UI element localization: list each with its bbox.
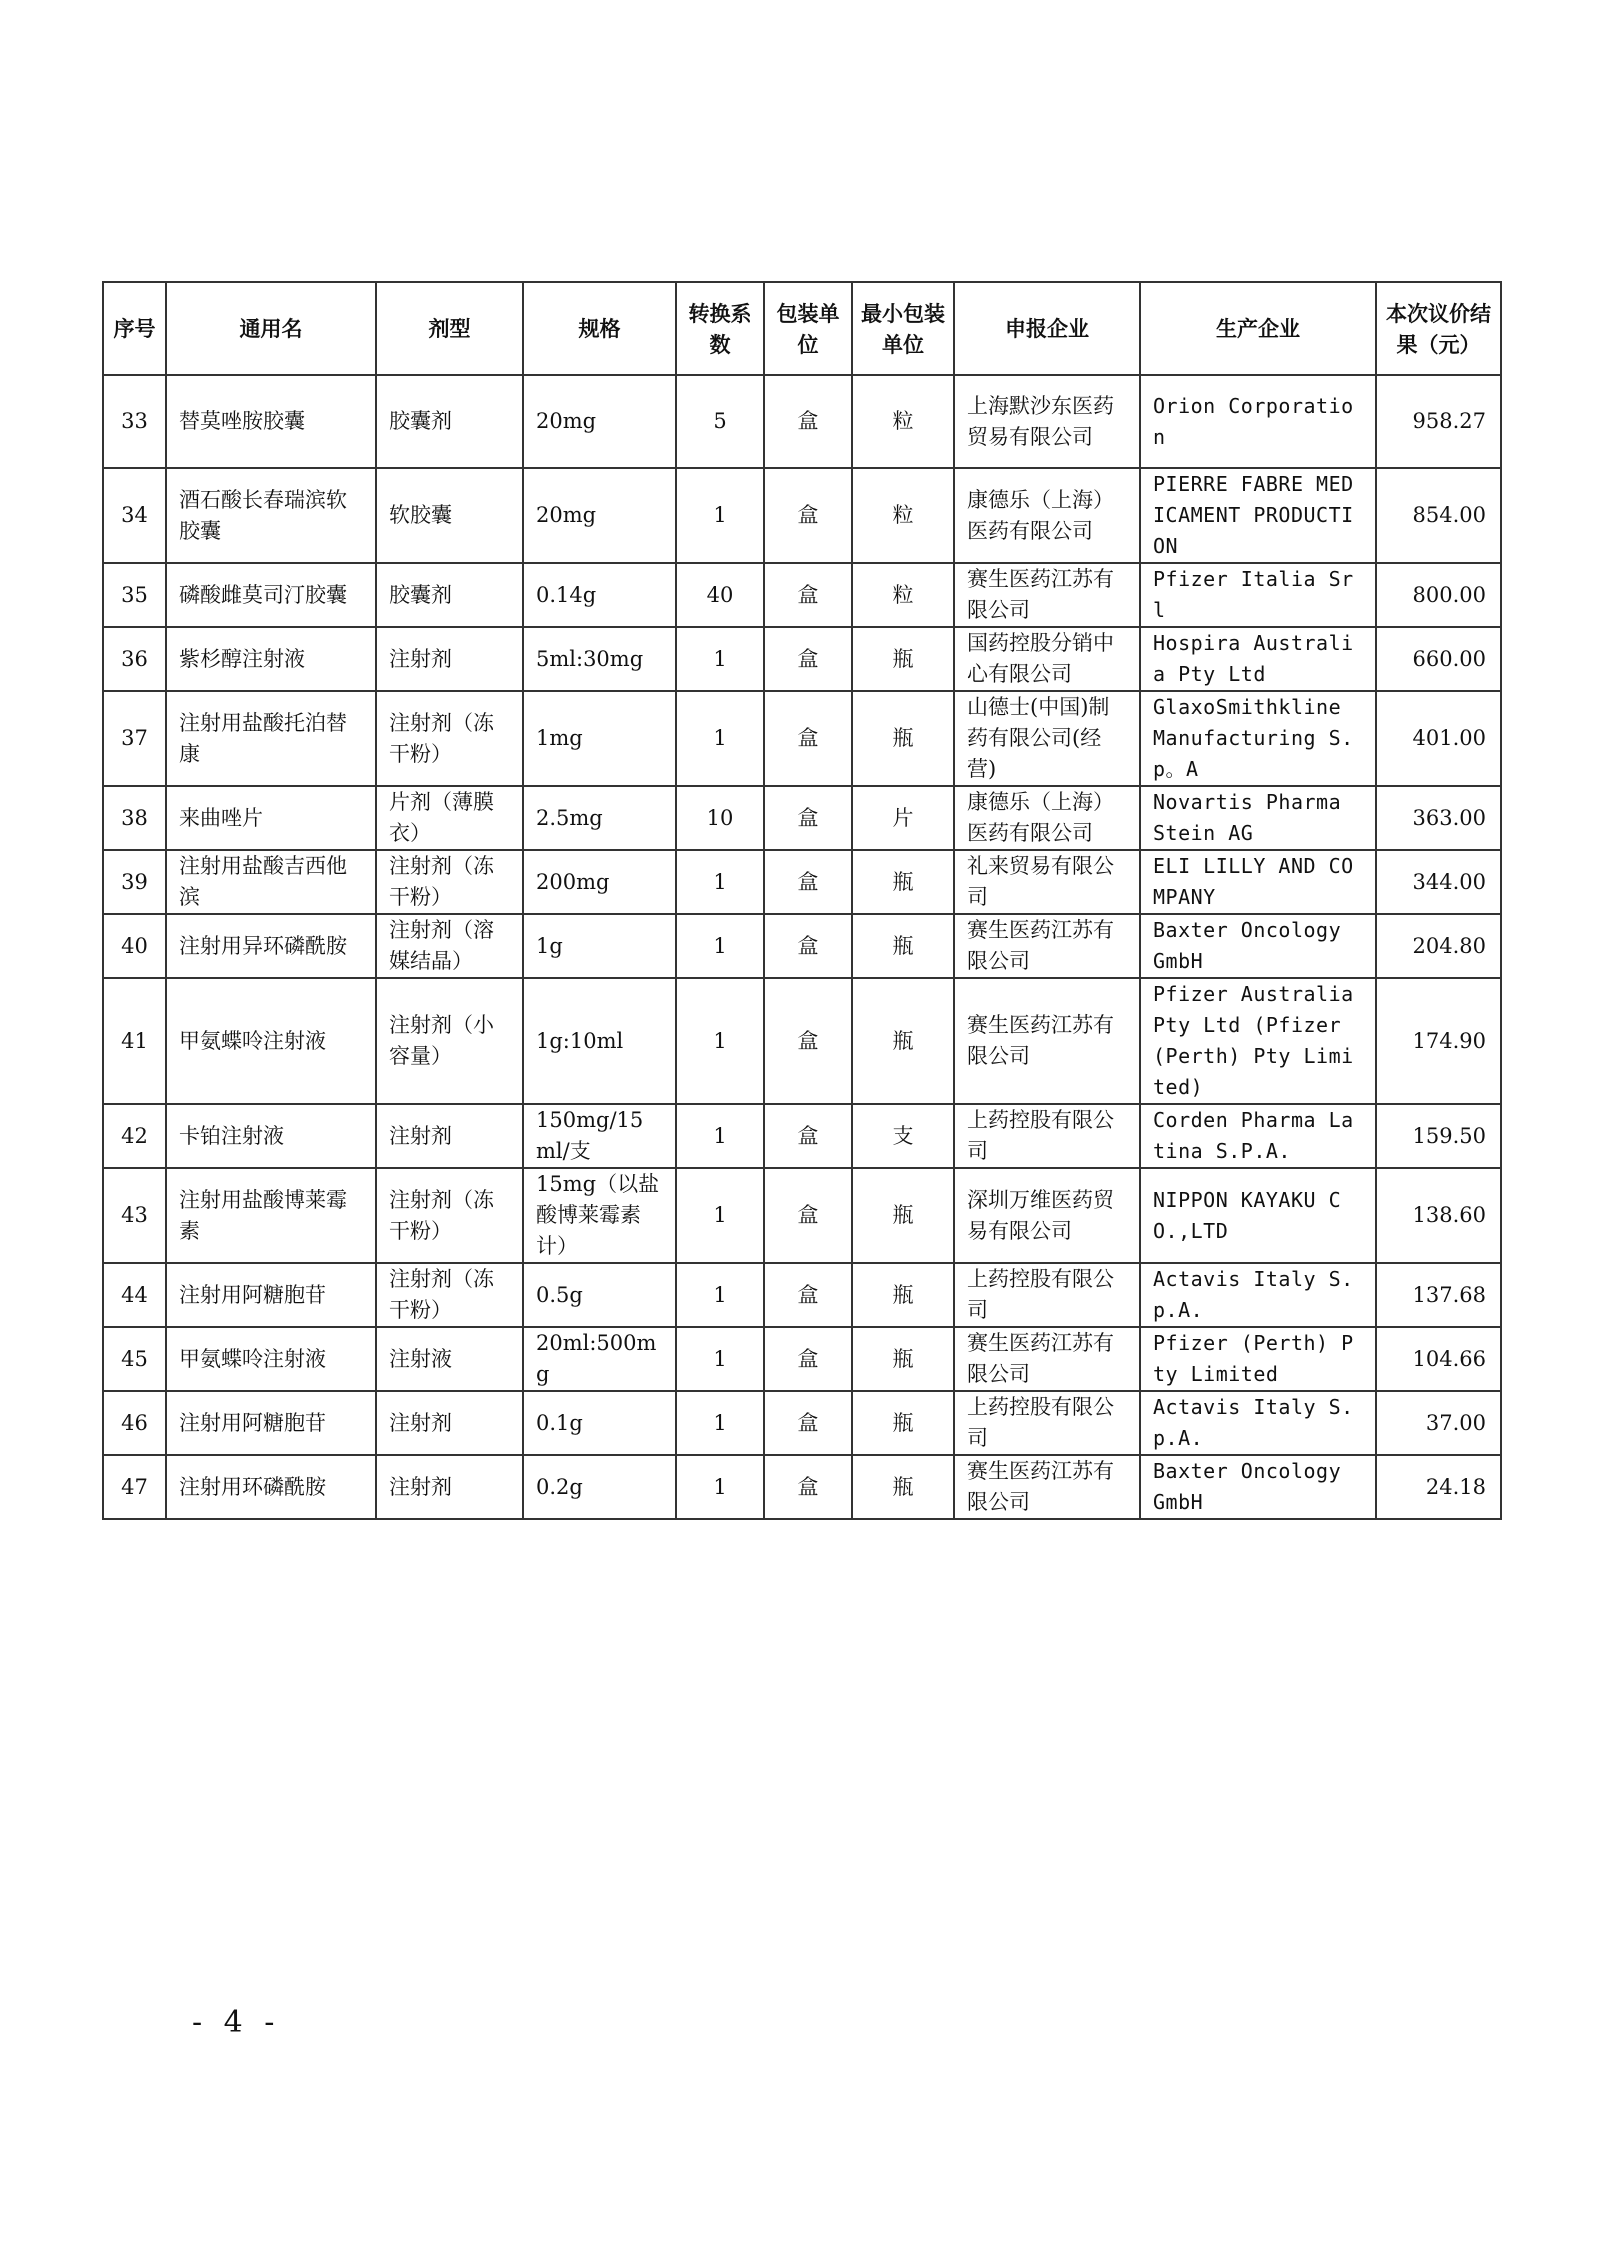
- cell-applicant: 赛生医药江苏有限公司: [954, 1455, 1140, 1519]
- cell-price: 24.18: [1376, 1455, 1501, 1519]
- cell-generic-name: 注射用盐酸托泊替康: [166, 691, 376, 786]
- cell-pack-unit: 盒: [764, 1104, 852, 1168]
- table-header: [103, 282, 1501, 375]
- cell-spec: 15mg（以盐酸博莱霉素计）: [523, 1168, 676, 1263]
- table-row: [103, 1327, 1501, 1391]
- cell-dosage-form: 片剂（薄膜衣）: [376, 786, 523, 850]
- cell-price: 660.00: [1376, 627, 1501, 691]
- cell-min-pack-unit: 瓶: [852, 1391, 954, 1455]
- table-row: [103, 850, 1501, 914]
- cell-dosage-form: 注射剂（小容量）: [376, 978, 523, 1104]
- table-row: [103, 1168, 1501, 1263]
- cell-generic-name: 紫杉醇注射液: [166, 627, 376, 691]
- cell-spec: 150mg/15ml/支: [523, 1104, 676, 1168]
- cell-conversion-factor: 1: [676, 1263, 764, 1327]
- cell-no: 36: [103, 627, 166, 691]
- header-row: [103, 282, 1501, 375]
- cell-generic-name: 替莫唑胺胶囊: [166, 375, 376, 468]
- cell-conversion-factor: 5: [676, 375, 764, 468]
- cell-manufacturer: NIPPON KAYAKU CO.,LTD: [1140, 1168, 1376, 1263]
- cell-min-pack-unit: 粒: [852, 375, 954, 468]
- cell-generic-name: 注射用环磷酰胺: [166, 1455, 376, 1519]
- cell-manufacturer: GlaxoSmithkline Manufacturing S.p。A: [1140, 691, 1376, 786]
- cell-min-pack-unit: 瓶: [852, 691, 954, 786]
- table-body: [103, 375, 1501, 1519]
- cell-generic-name: 注射用异环磷酰胺: [166, 914, 376, 978]
- cell-manufacturer: Actavis Italy S.p.A.: [1140, 1263, 1376, 1327]
- cell-no: 46: [103, 1391, 166, 1455]
- col-header-applicant: 申报企业: [954, 282, 1140, 375]
- cell-spec: 20mg: [523, 468, 676, 563]
- cell-price: 138.60: [1376, 1168, 1501, 1263]
- cell-min-pack-unit: 瓶: [852, 1263, 954, 1327]
- cell-conversion-factor: 10: [676, 786, 764, 850]
- cell-spec: 1g:10ml: [523, 978, 676, 1104]
- cell-conversion-factor: 1: [676, 691, 764, 786]
- col-header-no: 序号: [103, 282, 166, 375]
- cell-applicant: 山德士(中国)制药有限公司(经营): [954, 691, 1140, 786]
- cell-manufacturer: Pfizer (Perth) Pty Limited: [1140, 1327, 1376, 1391]
- cell-pack-unit: 盒: [764, 1391, 852, 1455]
- cell-spec: 0.5g: [523, 1263, 676, 1327]
- cell-dosage-form: 注射剂: [376, 627, 523, 691]
- cell-pack-unit: 盒: [764, 1327, 852, 1391]
- cell-price: 363.00: [1376, 786, 1501, 850]
- cell-conversion-factor: 1: [676, 1168, 764, 1263]
- cell-no: 41: [103, 978, 166, 1104]
- cell-price: 204.80: [1376, 914, 1501, 978]
- cell-applicant: 赛生医药江苏有限公司: [954, 563, 1140, 627]
- cell-dosage-form: 胶囊剂: [376, 375, 523, 468]
- cell-no: 37: [103, 691, 166, 786]
- cell-applicant: 上药控股有限公司: [954, 1263, 1140, 1327]
- cell-spec: 20mg: [523, 375, 676, 468]
- cell-pack-unit: 盒: [764, 1263, 852, 1327]
- cell-no: 40: [103, 914, 166, 978]
- cell-spec: 2.5mg: [523, 786, 676, 850]
- cell-generic-name: 注射用阿糖胞苷: [166, 1263, 376, 1327]
- cell-manufacturer: PIERRE FABRE MEDICAMENT PRODUCTION: [1140, 468, 1376, 563]
- cell-dosage-form: 注射剂（冻干粉）: [376, 1168, 523, 1263]
- cell-min-pack-unit: 瓶: [852, 850, 954, 914]
- table-row: [103, 1263, 1501, 1327]
- cell-generic-name: 甲氨蝶呤注射液: [166, 1327, 376, 1391]
- table-row: [103, 786, 1501, 850]
- col-header-min-pack-unit: 最小包装单位: [852, 282, 954, 375]
- cell-no: 45: [103, 1327, 166, 1391]
- cell-min-pack-unit: 粒: [852, 563, 954, 627]
- cell-generic-name: 甲氨蝶呤注射液: [166, 978, 376, 1104]
- cell-conversion-factor: 1: [676, 978, 764, 1104]
- cell-generic-name: 磷酸雌莫司汀胶囊: [166, 563, 376, 627]
- cell-pack-unit: 盒: [764, 978, 852, 1104]
- col-header-spec: 规格: [523, 282, 676, 375]
- cell-pack-unit: 盒: [764, 914, 852, 978]
- cell-applicant: 上药控股有限公司: [954, 1104, 1140, 1168]
- cell-applicant: 礼来贸易有限公司: [954, 850, 1140, 914]
- cell-dosage-form: 注射液: [376, 1327, 523, 1391]
- cell-min-pack-unit: 瓶: [852, 1168, 954, 1263]
- cell-price: 104.66: [1376, 1327, 1501, 1391]
- cell-min-pack-unit: 瓶: [852, 914, 954, 978]
- cell-manufacturer: Actavis Italy S.p.A.: [1140, 1391, 1376, 1455]
- table-row: [103, 1391, 1501, 1455]
- cell-min-pack-unit: 瓶: [852, 978, 954, 1104]
- cell-price: 958.27: [1376, 375, 1501, 468]
- cell-manufacturer: ELI LILLY AND COMPANY: [1140, 850, 1376, 914]
- cell-conversion-factor: 40: [676, 563, 764, 627]
- cell-dosage-form: 注射剂: [376, 1391, 523, 1455]
- col-header-pack-unit: 包装单位: [764, 282, 852, 375]
- cell-dosage-form: 胶囊剂: [376, 563, 523, 627]
- cell-applicant: 深圳万维医药贸易有限公司: [954, 1168, 1140, 1263]
- cell-dosage-form: 注射剂（冻干粉）: [376, 691, 523, 786]
- cell-manufacturer: Corden Pharma Latina S.P.A.: [1140, 1104, 1376, 1168]
- price-table: [102, 281, 1502, 1520]
- cell-generic-name: 来曲唑片: [166, 786, 376, 850]
- cell-applicant: 赛生医药江苏有限公司: [954, 978, 1140, 1104]
- table-row: [103, 978, 1501, 1104]
- page-number: - 4 -: [192, 2005, 281, 2040]
- cell-spec: 0.14g: [523, 563, 676, 627]
- cell-dosage-form: 软胶囊: [376, 468, 523, 563]
- cell-applicant: 赛生医药江苏有限公司: [954, 1327, 1140, 1391]
- cell-price: 37.00: [1376, 1391, 1501, 1455]
- col-header-manufacturer: 生产企业: [1140, 282, 1376, 375]
- cell-pack-unit: 盒: [764, 1168, 852, 1263]
- col-header-dosage-form: 剂型: [376, 282, 523, 375]
- table-row: [103, 563, 1501, 627]
- cell-no: 44: [103, 1263, 166, 1327]
- cell-no: 38: [103, 786, 166, 850]
- cell-generic-name: 卡铂注射液: [166, 1104, 376, 1168]
- cell-price: 159.50: [1376, 1104, 1501, 1168]
- cell-conversion-factor: 1: [676, 1455, 764, 1519]
- cell-spec: 0.2g: [523, 1455, 676, 1519]
- cell-spec: 1g: [523, 914, 676, 978]
- cell-applicant: 上海默沙东医药贸易有限公司: [954, 375, 1140, 468]
- cell-conversion-factor: 1: [676, 1391, 764, 1455]
- cell-no: 34: [103, 468, 166, 563]
- cell-pack-unit: 盒: [764, 627, 852, 691]
- cell-conversion-factor: 1: [676, 468, 764, 563]
- cell-min-pack-unit: 支: [852, 1104, 954, 1168]
- cell-conversion-factor: 1: [676, 914, 764, 978]
- table-row: [103, 468, 1501, 563]
- cell-price: 800.00: [1376, 563, 1501, 627]
- table-row: [103, 1455, 1501, 1519]
- cell-min-pack-unit: 粒: [852, 468, 954, 563]
- cell-price: 344.00: [1376, 850, 1501, 914]
- cell-conversion-factor: 1: [676, 1327, 764, 1391]
- cell-no: 47: [103, 1455, 166, 1519]
- cell-min-pack-unit: 瓶: [852, 627, 954, 691]
- cell-conversion-factor: 1: [676, 850, 764, 914]
- cell-price: 854.00: [1376, 468, 1501, 563]
- table-row: [103, 914, 1501, 978]
- cell-applicant: 康德乐（上海）医药有限公司: [954, 786, 1140, 850]
- cell-generic-name: 注射用阿糖胞苷: [166, 1391, 376, 1455]
- cell-no: 43: [103, 1168, 166, 1263]
- cell-price: 401.00: [1376, 691, 1501, 786]
- cell-dosage-form: 注射剂（溶媒结晶）: [376, 914, 523, 978]
- cell-manufacturer: Novartis Pharma Stein AG: [1140, 786, 1376, 850]
- table-row: [103, 627, 1501, 691]
- table-row: [103, 375, 1501, 468]
- cell-applicant: 国药控股分销中心有限公司: [954, 627, 1140, 691]
- cell-manufacturer: Baxter Oncology GmbH: [1140, 1455, 1376, 1519]
- col-header-conversion-factor: 转换系数: [676, 282, 764, 375]
- cell-price: 174.90: [1376, 978, 1501, 1104]
- cell-pack-unit: 盒: [764, 691, 852, 786]
- table-row: [103, 1104, 1501, 1168]
- table-row: [103, 691, 1501, 786]
- cell-conversion-factor: 1: [676, 1104, 764, 1168]
- cell-min-pack-unit: 片: [852, 786, 954, 850]
- cell-manufacturer: Pfizer Australia Pty Ltd (Pfizer (Perth) Pty Limited): [1140, 978, 1376, 1104]
- cell-min-pack-unit: 瓶: [852, 1455, 954, 1519]
- cell-generic-name: 酒石酸长春瑞滨软胶囊: [166, 468, 376, 563]
- cell-pack-unit: 盒: [764, 786, 852, 850]
- cell-conversion-factor: 1: [676, 627, 764, 691]
- cell-no: 42: [103, 1104, 166, 1168]
- cell-price: 137.68: [1376, 1263, 1501, 1327]
- cell-spec: 20ml:500mg: [523, 1327, 676, 1391]
- cell-applicant: 康德乐（上海）医药有限公司: [954, 468, 1140, 563]
- cell-spec: 200mg: [523, 850, 676, 914]
- cell-pack-unit: 盒: [764, 563, 852, 627]
- cell-dosage-form: 注射剂: [376, 1455, 523, 1519]
- cell-manufacturer: Pfizer Italia Srl: [1140, 563, 1376, 627]
- cell-spec: 5ml:30mg: [523, 627, 676, 691]
- cell-generic-name: 注射用盐酸吉西他滨: [166, 850, 376, 914]
- cell-min-pack-unit: 瓶: [852, 1327, 954, 1391]
- cell-spec: 1mg: [523, 691, 676, 786]
- cell-spec: 0.1g: [523, 1391, 676, 1455]
- cell-pack-unit: 盒: [764, 468, 852, 563]
- cell-manufacturer: Orion Corporation: [1140, 375, 1376, 468]
- cell-pack-unit: 盒: [764, 375, 852, 468]
- cell-pack-unit: 盒: [764, 1455, 852, 1519]
- cell-no: 39: [103, 850, 166, 914]
- cell-manufacturer: Baxter Oncology GmbH: [1140, 914, 1376, 978]
- cell-pack-unit: 盒: [764, 850, 852, 914]
- cell-generic-name: 注射用盐酸博莱霉素: [166, 1168, 376, 1263]
- cell-applicant: 上药控股有限公司: [954, 1391, 1140, 1455]
- cell-dosage-form: 注射剂（冻干粉）: [376, 1263, 523, 1327]
- col-header-price: 本次议价结果（元）: [1376, 282, 1501, 375]
- col-header-generic-name: 通用名: [166, 282, 376, 375]
- cell-no: 35: [103, 563, 166, 627]
- cell-dosage-form: 注射剂: [376, 1104, 523, 1168]
- cell-applicant: 赛生医药江苏有限公司: [954, 914, 1140, 978]
- cell-no: 33: [103, 375, 166, 468]
- cell-dosage-form: 注射剂（冻干粉）: [376, 850, 523, 914]
- cell-manufacturer: Hospira Australia Pty Ltd: [1140, 627, 1376, 691]
